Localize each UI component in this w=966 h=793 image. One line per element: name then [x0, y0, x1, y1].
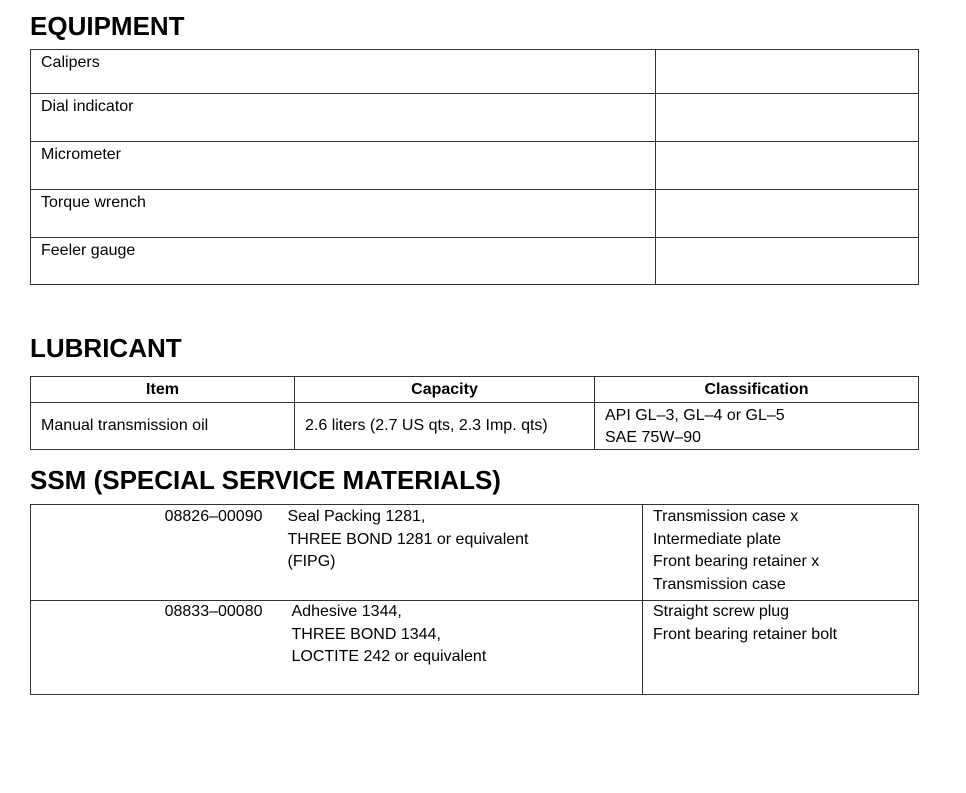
material-line: Adhesive 1344, [291, 603, 402, 620]
ssm-material [263, 505, 643, 601]
table-row [31, 238, 919, 285]
ssm-part-number [31, 601, 263, 695]
equipment-note [656, 238, 919, 285]
table-row [31, 94, 919, 142]
usage-line: Transmission case x [653, 508, 799, 525]
equipment-item: Feeler gauge [31, 238, 656, 285]
material-line: (FIPG) [287, 553, 336, 570]
ssm-heading: SSM (SPECIAL SERVICE MATERIALS) [30, 465, 501, 495]
material-line: THREE BOND 1344, [291, 625, 441, 643]
equipment-note [656, 142, 919, 190]
equipment-item: Calipers [31, 50, 656, 94]
classification-line: API GL–3, GL–4 or GL–5 [605, 407, 785, 424]
table-header-row [31, 377, 919, 403]
table-row [31, 403, 919, 450]
column-header-capacity: Capacity [295, 377, 595, 403]
lubricant-capacity: 2.6 liters (2.7 US qts, 2.3 Imp. qts) [295, 403, 595, 450]
lubricant-item: Manual transmission oil [31, 403, 295, 450]
usage-line: Front bearing retainer bolt [653, 625, 838, 643]
equipment-item: Micrometer [31, 142, 656, 190]
equipment-note [656, 94, 919, 142]
equipment-item: Torque wrench [31, 190, 656, 238]
lubricant-classification [595, 403, 919, 450]
part-number-text: 08833–00080 [164, 603, 263, 620]
usage-line: Straight screw plug [653, 603, 790, 620]
lubricant-table [30, 376, 919, 450]
ssm-usage [643, 601, 919, 695]
usage-line: Intermediate plate [653, 530, 782, 548]
table-row [31, 142, 919, 190]
equipment-heading: EQUIPMENT [30, 11, 185, 41]
ssm-material [263, 601, 643, 695]
column-header-item: Item [31, 377, 295, 403]
material-line: THREE BOND 1281 or equivalent [287, 530, 529, 548]
table-row [31, 505, 919, 601]
material-line: Seal Packing 1281, [287, 508, 426, 525]
ssm-table [30, 504, 919, 695]
lubricant-heading: LUBRICANT [30, 333, 182, 363]
equipment-table [30, 49, 919, 285]
classification-line: SAE 75W–90 [605, 429, 702, 446]
table-row [31, 601, 919, 695]
equipment-note [656, 50, 919, 94]
equipment-note [656, 190, 919, 238]
table-row [31, 190, 919, 238]
part-number-text: 08826–00090 [164, 508, 263, 525]
usage-line: Front bearing retainer x [653, 553, 820, 570]
ssm-usage [643, 505, 919, 601]
material-line: LOCTITE 242 or equivalent [291, 648, 487, 665]
table-row [31, 50, 919, 94]
usage-line: Transmission case [653, 575, 786, 593]
equipment-item: Dial indicator [31, 94, 656, 142]
ssm-part-number [31, 505, 263, 601]
column-header-classification: Classification [595, 377, 919, 403]
